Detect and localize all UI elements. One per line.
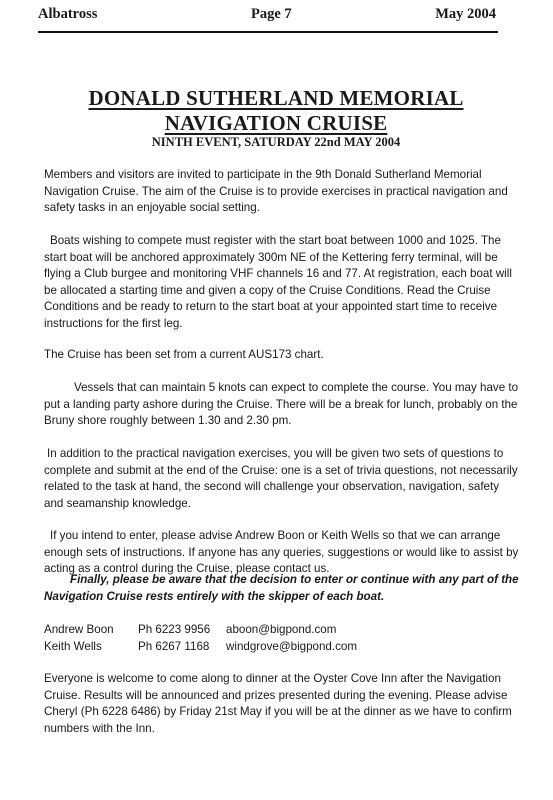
paragraph-enter: If you intend to enter, please advise Andrew Boon or Keith Wells so that we can arrange enough sets of instructions. If anyone has any queries, suggestions or would like to assist by acting as a control during the Cruise, please contact us. xyxy=(44,529,519,575)
paragraph-vessels: Vessels that can maintain 5 knots can expect to complete the course. You may have to put a landing party ashore during the Cruise. There will be a break for lunch, probably on the Bruny shore roughly between 1.30 and 2.30 pm. xyxy=(44,381,519,427)
header-divider xyxy=(38,31,498,33)
contact-email: windgrove@bigpond.com xyxy=(226,640,358,653)
contact-phone: Ph 6223 9956 xyxy=(138,623,211,636)
contact-row xyxy=(44,638,520,655)
paragraph-chart: The Cruise has been set from a current AUS173 chart. xyxy=(44,348,324,361)
paragraph-registration: Boats wishing to compete must register with the start boat between 1000 and 1025. The start boat will be anchored approximately 300m NE of the Kettering ferry terminal, will be flying a Club burgee and monitoring VHF channels 16 and 77. At registration, each boat will be allocated a starting time and given a copy of the Cruise Conditions. Read the Cruise Conditions and be ready to return to the start boat at your appointed start time to receive instructions for the first leg. xyxy=(44,234,512,330)
title-line-1: DONALD SUTHERLAND MEMORIAL xyxy=(88,86,464,110)
article-subtitle: NINTH EVENT, SATURDAY 22nd MAY 2004 xyxy=(151,135,401,149)
page-number: Page 7 xyxy=(251,6,292,22)
contact-name: Andrew Boon xyxy=(44,623,114,636)
paragraph-intro: Members and visitors are invited to participate in the 9th Donald Sutherland Memorial Navigation Cruise. The aim of the Cruise is to provide exercises in practical navigation and safety tasks in an enjoyable social setting. xyxy=(44,168,508,214)
contact-email: aboon@bigpond.com xyxy=(226,623,337,636)
title-line-2: NAVIGATION CRUISE xyxy=(164,111,388,135)
paragraph-dinner: Everyone is welcome to come along to dinner at the Oyster Cove Inn after the Navigation Cruise. Results will be announced and prizes presented during the evening. Please advise Cheryl (Ph 6228 6486) by Friday 21st May if you will be at the dinner as we have to confirm numbers with the Inn. xyxy=(44,672,512,735)
contact-phone: Ph 6267 1168 xyxy=(138,640,210,653)
paragraph-questions: In addition to the practical navigation exercises, you will be given two sets of questions to complete and submit at the end of the Cruise: one is a set of trivia questions, not necessarily related to the task at hand, the second will challenge your observation, navigation, safety and seamanship knowledge. xyxy=(44,447,518,510)
contact-name: Keith Wells xyxy=(44,640,102,653)
publication-name: Albatross xyxy=(38,6,98,22)
contact-list xyxy=(44,621,520,655)
page-header xyxy=(38,6,498,30)
paragraph-disclaimer: Finally, please be aware that the decision to enter or continue with any part of the Navigation Cruise rests entirely with the skipper of each boat. xyxy=(44,573,519,603)
issue-date: May 2004 xyxy=(435,6,496,22)
article-title xyxy=(30,86,522,136)
contact-row xyxy=(44,621,520,638)
